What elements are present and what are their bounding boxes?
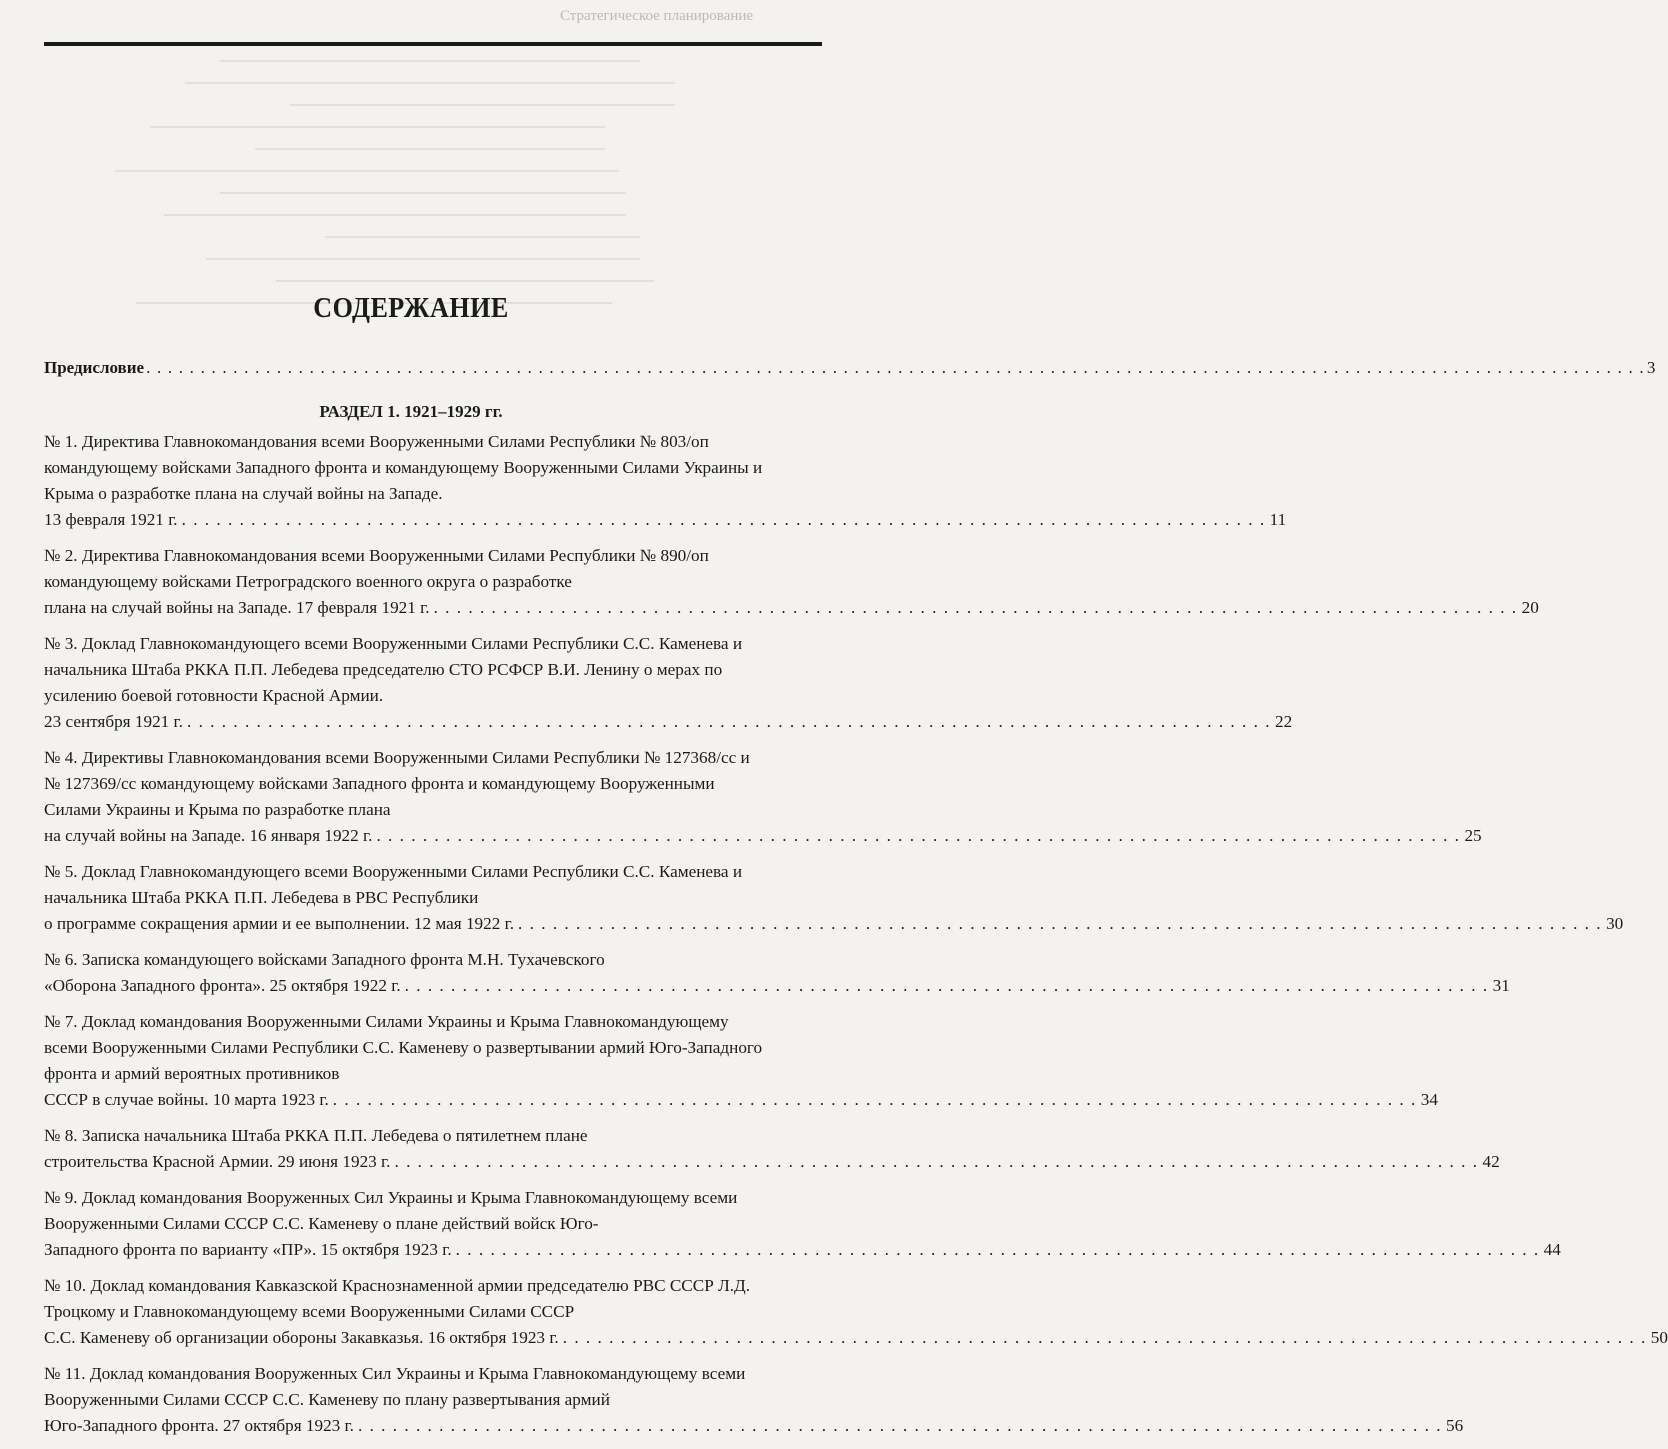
toc-entry-page-number: 42	[1482, 1152, 1500, 1171]
header-rule	[44, 42, 822, 46]
toc-entry-page-number: 25	[1464, 826, 1482, 845]
toc-entry-date: СССР в случае войны. 10 марта 1923 г.	[44, 1090, 329, 1109]
toc-entries	[44, 429, 1668, 1449]
toc-entry-text: № 2. Директива Главнокомандования всеми Вооруженными Силами Республики № 890/оп командующему войсками Петроградского военного округа о разработке	[44, 546, 709, 591]
toc-entry-text: № 1. Директива Главнокомандования всеми Вооруженными Силами Республики № 803/оп командующему войсками Западного фронта и командующему Вооруженными Силами Украины и Крыма о разработке плана на случай войны на Западе.	[44, 432, 763, 503]
toc-entry-text: № 5. Доклад Главнокомандующего всеми Вооруженными Силами Республики С.С. Каменева и начальника Штаба РККА П.П. Лебедева в РВС Республики	[44, 862, 743, 907]
toc-entry-page-number: 20	[1521, 598, 1539, 617]
toc-entry	[44, 631, 1293, 735]
toc-entry-text: № 9. Доклад командования Вооруженных Сил Украины и Крыма Главнокомандующему всеми Вооруженными Силами СССР С.С. Каменеву о плане действий войск Юго-	[44, 1188, 738, 1233]
toc-entry-last-line	[44, 709, 1293, 735]
show-through-texture	[80, 60, 780, 390]
toc-entry-last-line	[44, 823, 1482, 849]
toc-entry-last-line	[44, 1087, 1438, 1113]
leader-dots	[187, 709, 1271, 735]
toc-entry	[44, 543, 1539, 621]
leader-dots	[333, 1087, 1417, 1113]
toc-entry-page-number: 56	[1445, 1416, 1464, 1435]
toc-entry-page-number: 34	[1420, 1090, 1438, 1109]
toc-entry-date: С.С. Каменеву об организации обороны Закавказья. 16 октября 1923 г.	[44, 1328, 559, 1347]
toc-entry-last-line	[44, 1237, 1561, 1263]
toc-preface	[44, 358, 1656, 378]
toc-entry-last-line	[44, 1325, 1668, 1351]
section-title: РАЗДЕЛ 1. 1921–1929 гг.	[319, 402, 503, 421]
leader-dots	[146, 358, 1645, 378]
toc-entry	[44, 1009, 1438, 1113]
preface-label: Предисловие	[44, 358, 145, 377]
leader-dots	[182, 507, 1266, 533]
toc-entry-last-line	[44, 973, 1510, 999]
toc-entry-last-line	[44, 507, 1287, 533]
leader-dots	[456, 1237, 1540, 1263]
toc-entry-text: № 3. Доклад Главнокомандующего всеми Вооруженными Силами Республики С.С. Каменева и начальника Штаба РККА П.П. Лебедева председателю СТО РСФСР В.И. Ленину о мерах по усилению боевой готовности Красной Армии.	[44, 634, 743, 705]
preface-page-number: 3	[1646, 358, 1656, 377]
toc-entry-last-line	[44, 1149, 1500, 1175]
toc-entry	[44, 947, 1510, 999]
toc-entry	[44, 1185, 1561, 1263]
toc-entry-text: № 7. Доклад командования Вооруженными Силами Украины и Крыма Главнокомандующему всеми Вооруженными Силами Республики С.С. Каменеву о развертывании армий Юго-Западного фронта и армий вероятных противников	[44, 1012, 763, 1083]
leader-dots	[563, 1325, 1647, 1351]
toc-entry-page-number: 22	[1274, 712, 1293, 731]
toc-entry	[44, 1123, 1500, 1175]
toc-entry-page-number: 44	[1543, 1240, 1561, 1259]
toc-entry-last-line	[44, 1413, 1464, 1439]
toc-entry	[44, 859, 1624, 937]
toc-entry-text: № 8. Записка начальника Штаба РККА П.П. Лебедева о пятилетнем плане	[44, 1126, 588, 1145]
leader-dots	[358, 1413, 1442, 1439]
leader-dots	[518, 911, 1602, 937]
toc-entry-text: № 10. Доклад командования Кавказской Краснознаменной армии председателю РВС СССР Л.Д. Троцкому и Главнокомандующему всеми Вооруженными Силами СССР	[44, 1276, 751, 1321]
toc-entry-page-number: 50	[1650, 1328, 1668, 1347]
toc-entry-date: на случай войны на Западе. 16 января 1922 г.	[44, 826, 373, 845]
toc-entry-date: строительства Красной Армии. 29 июня 1923 г.	[44, 1152, 391, 1171]
toc-entry-date: плана на случай войны на Западе. 17 февраля 1921 г.	[44, 598, 430, 617]
page-title: СОДЕРЖАНИЕ	[313, 292, 509, 324]
toc-entry-page-number: 31	[1492, 976, 1510, 995]
leader-dots	[405, 973, 1489, 999]
toc-entry-last-line	[44, 911, 1624, 937]
toc-entry-text: № 11. Доклад командования Вооруженных Сил Украины и Крыма Главнокомандующему всеми Вооруженными Силами СССР С.С. Каменеву по плану развертывания армий	[44, 1364, 746, 1409]
toc-entry	[44, 745, 1482, 849]
running-head: Стратегическое планирование	[560, 8, 754, 24]
toc-entry-page-number: 30	[1606, 914, 1624, 933]
toc-entry-date: 23 сентября 1921 г.	[44, 712, 183, 731]
toc-entry-date: 13 февраля 1921 г.	[44, 510, 178, 529]
toc-entry-date: Западного фронта по варианту «ПР». 15 октября 1923 г.	[44, 1240, 452, 1259]
toc-entry-date: «Оборона Западного фронта». 25 октября 1922 г.	[44, 976, 401, 995]
toc-entry	[44, 1361, 1464, 1439]
toc-entry-date: о программе сокращения армии и ее выполнении. 12 мая 1922 г.	[44, 914, 515, 933]
toc-entry-last-line	[44, 595, 1539, 621]
toc-entry-text: № 6. Записка командующего войсками Западного фронта М.Н. Тухачевского	[44, 950, 605, 969]
toc-entry	[44, 1273, 1668, 1351]
toc-entry-text: № 4. Директивы Главнокомандования всеми Вооруженными Силами Республики № 127368/сс и № 127369/сс командующему войсками Западного фронта и командующему Вооруженными Силами Украины и Крыма по разработке плана	[44, 748, 750, 819]
leader-dots	[376, 823, 1460, 849]
toc-entry-date: Юго-Западного фронта. 27 октября 1923 г.	[44, 1416, 354, 1435]
toc-entry-page-number: 11	[1269, 510, 1287, 529]
toc-entry	[44, 429, 1287, 533]
leader-dots	[394, 1149, 1478, 1175]
leader-dots	[434, 595, 1518, 621]
